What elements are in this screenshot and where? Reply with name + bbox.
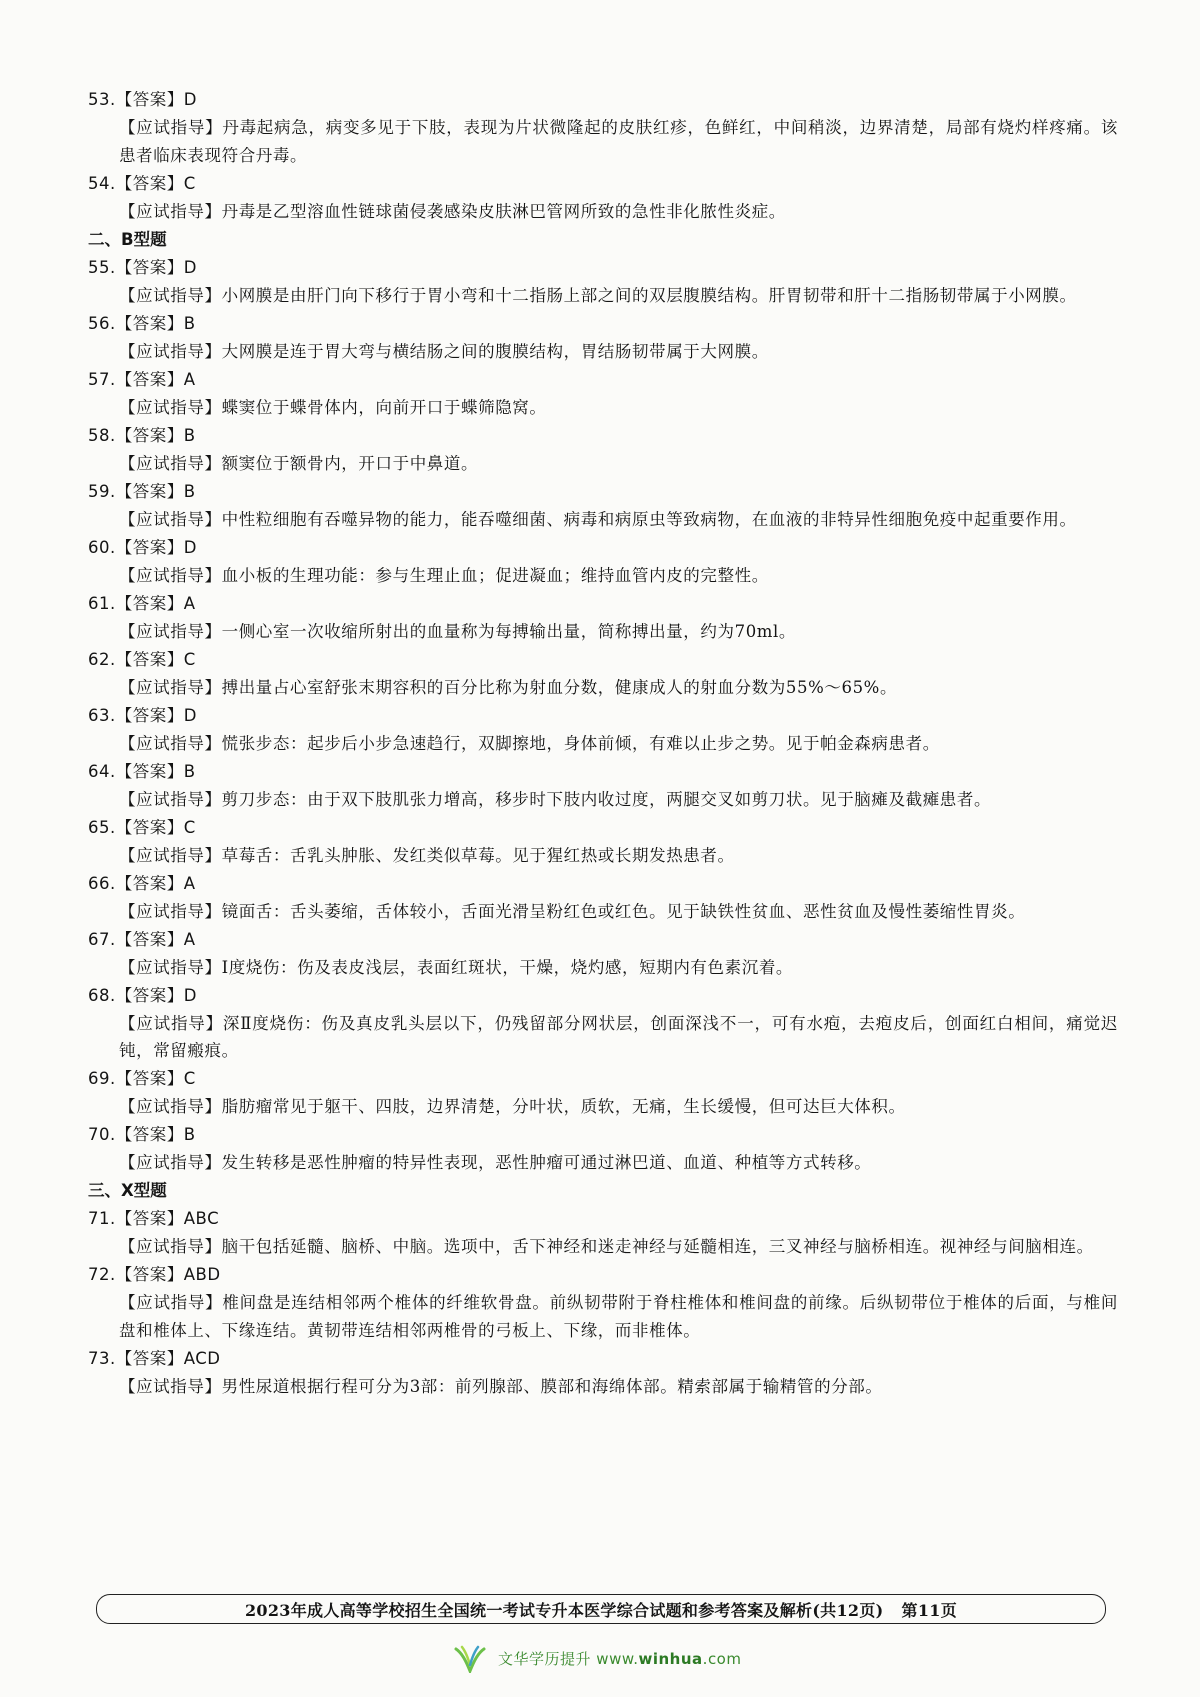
answer-line (88, 254, 1118, 282)
entries-b (88, 254, 1118, 1177)
answer-label: 【答案】 (115, 481, 184, 501)
guide-text: 镜面舌：舌头萎缩，舌体较小，舌面光滑呈粉红色或红色。见于缺铁性贫血、恶性贫血及慢性萎缩性胃炎。 (221, 901, 1026, 921)
answer-line (88, 534, 1118, 562)
answer-entry (88, 1261, 1118, 1344)
guide-label: 【应试指导】 (119, 677, 222, 697)
question-number: 57. (88, 369, 116, 389)
answer-line (88, 814, 1118, 842)
guide-paragraph (88, 1149, 1118, 1177)
question-number: 62. (88, 649, 116, 669)
answer-line (88, 1261, 1118, 1289)
guide-text: 中性粒细胞有吞噬异物的能力，能吞噬细菌、病毒和病原虫等致病物，在血液的非特异性细胞免疫中起重要作用。 (221, 509, 1077, 529)
answer-value: B (183, 425, 196, 445)
answer-line (88, 758, 1118, 786)
answer-entry (88, 646, 1118, 702)
answer-entry (88, 1121, 1118, 1177)
answer-entry (88, 1205, 1118, 1261)
answer-page (88, 86, 1118, 1401)
guide-label: 【应试指导】 (119, 509, 222, 529)
guide-text: 丹毒起病急，病变多见于下肢，表现为片状微隆起的皮肤红疹，色鲜红，中间稍淡，边界清楚，局部有烧灼样疼痛。该患者临床表现符合丹毒。 (119, 118, 1118, 165)
guide-text: Ⅰ度烧伤：伤及表皮浅层，表面红斑状，干燥，烧灼感，短期内有色素沉着。 (221, 957, 794, 977)
guide-text: 脂肪瘤常见于躯干、四肢，边界清楚，分叶状，质软，无痛，生长缓慢，但可达巨大体积。 (221, 1097, 906, 1116)
answer-label: 【答案】 (115, 761, 184, 781)
question-number: 66. (88, 873, 116, 893)
question-number: 55. (88, 257, 116, 277)
guide-label: 【应试指导】 (119, 453, 222, 473)
answer-entry (88, 870, 1118, 926)
answer-label: 【答案】 (115, 257, 184, 277)
answer-line (88, 366, 1118, 394)
question-number: 59. (88, 481, 116, 501)
answer-value: C (183, 817, 196, 837)
answer-entry (88, 170, 1118, 226)
guide-paragraph (88, 674, 1118, 702)
answer-line (88, 86, 1118, 114)
answer-label: 【答案】 (115, 369, 184, 389)
footer-title: 2023年成人高等学校招生全国统一考试专升本医学综合试题和参考答案及解析(共12页) (244, 1600, 884, 1620)
guide-label: 【应试指导】 (119, 901, 222, 921)
question-number: 69. (88, 1069, 116, 1088)
answer-value: D (183, 90, 197, 109)
answer-entry (88, 86, 1118, 169)
guide-paragraph (88, 786, 1118, 814)
answer-value: D (183, 257, 197, 277)
answer-value: C (183, 173, 196, 193)
answer-label: 【答案】 (115, 173, 184, 193)
guide-text: 一侧心室一次收缩所射出的血量称为每搏输出量，简称搏出量，约为70ml。 (221, 621, 797, 641)
answer-line (88, 870, 1118, 898)
answer-line (88, 1065, 1118, 1093)
answer-line (88, 1345, 1118, 1373)
guide-paragraph (88, 282, 1118, 310)
guide-paragraph (88, 1373, 1118, 1401)
guide-label: 【应试指导】 (119, 957, 222, 977)
answer-value: ABC (183, 1209, 220, 1228)
answer-label: 【答案】 (115, 425, 184, 445)
answer-value: B (183, 1125, 196, 1144)
answer-entry (88, 982, 1118, 1065)
answer-label: 【答案】 (115, 985, 184, 1005)
answer-label: 【答案】 (115, 1348, 184, 1368)
question-number: 70. (88, 1125, 116, 1144)
answer-value: D (183, 705, 197, 725)
answer-line (88, 982, 1118, 1010)
guide-text: 深Ⅱ度烧伤：伤及真皮乳头层以下，仍残留部分网状层，创面深浅不一，可有水疱，去疱皮后，创面红白相间，痛觉迟钝，常留瘢痕。 (119, 1013, 1118, 1060)
answer-line (88, 170, 1118, 198)
watermark-site-name: winhua (638, 1649, 703, 1668)
answer-label: 【答案】 (115, 90, 184, 109)
answer-entry (88, 590, 1118, 646)
guide-text: 小网膜是由肝门向下移行于胃小弯和十二指肠上部之间的双层腹膜结构。肝胃韧带和肝十二指肠韧带属于小网膜。 (221, 285, 1077, 305)
guide-paragraph (88, 450, 1118, 478)
question-number: 58. (88, 425, 116, 445)
guide-text: 草莓舌：舌乳头肿胀、发红类似草莓。见于猩红热或长期发热患者。 (221, 845, 735, 865)
question-number: 71. (88, 1209, 116, 1228)
question-number: 67. (88, 929, 116, 949)
guide-label: 【应试指导】 (119, 789, 222, 809)
question-number: 68. (88, 985, 116, 1005)
watermark (452, 1643, 741, 1673)
answer-entry (88, 422, 1118, 478)
guide-paragraph (88, 618, 1118, 646)
guide-label: 【应试指导】 (119, 341, 222, 361)
answer-label: 【答案】 (115, 705, 184, 725)
guide-paragraph (88, 1010, 1118, 1065)
guide-paragraph (88, 114, 1118, 169)
answer-value: C (183, 1069, 196, 1088)
answer-value: A (183, 873, 196, 893)
question-number: 60. (88, 537, 116, 557)
answer-line (88, 646, 1118, 674)
guide-label: 【应试指导】 (119, 1376, 222, 1396)
answer-value: A (183, 929, 196, 949)
answer-value: B (183, 761, 196, 781)
answer-line (88, 478, 1118, 506)
answer-label: 【答案】 (115, 537, 184, 557)
guide-text: 血小板的生理功能：参与生理止血；促进凝血；维持血管内皮的完整性。 (221, 565, 769, 585)
answer-line (88, 702, 1118, 730)
answer-label: 【答案】 (115, 929, 184, 949)
guide-paragraph (88, 1233, 1118, 1261)
answer-line (88, 1121, 1118, 1149)
answer-value: B (183, 481, 196, 501)
guide-label: 【应试指导】 (119, 845, 222, 865)
guide-text: 丹毒是乙型溶血性链球菌侵袭感染皮肤淋巴管网所致的急性非化脓性炎症。 (221, 201, 786, 221)
answer-value: C (183, 649, 196, 669)
guide-label: 【应试指导】 (119, 733, 222, 753)
section-heading-b: 二、B型题 (88, 229, 167, 249)
answer-label: 【答案】 (115, 313, 184, 333)
guide-label: 【应试指导】 (119, 201, 222, 221)
question-number: 56. (88, 313, 116, 333)
answer-line (88, 1205, 1118, 1233)
leaf-logo-icon (452, 1643, 488, 1673)
entries-x (88, 1205, 1118, 1400)
answer-label: 【答案】 (115, 1209, 184, 1228)
watermark-site-suffix: .com (702, 1649, 742, 1668)
guide-text: 大网膜是连于胃大弯与横结肠之间的腹膜结构，胃结肠韧带属于大网膜。 (221, 341, 769, 361)
guide-text: 蝶窦位于蝶骨体内，向前开口于蝶筛隐窝。 (221, 397, 547, 417)
guide-paragraph (88, 562, 1118, 590)
guide-label: 【应试指导】 (119, 621, 222, 641)
answer-entry (88, 758, 1118, 814)
guide-label: 【应试指导】 (119, 285, 222, 305)
answer-value: A (183, 593, 196, 613)
page-footer (96, 1594, 1106, 1624)
answer-label: 【答案】 (115, 649, 184, 669)
question-number: 61. (88, 593, 116, 613)
answer-line (88, 590, 1118, 618)
answer-entry (88, 1065, 1118, 1121)
guide-paragraph (88, 1289, 1118, 1344)
answer-entry (88, 478, 1118, 534)
guide-label: 【应试指导】 (119, 397, 222, 417)
watermark-brand: 文华学历提升 (498, 1649, 592, 1668)
answer-entry (88, 814, 1118, 870)
watermark-text (498, 1648, 741, 1669)
guide-label: 【应试指导】 (119, 1153, 222, 1172)
answer-entry (88, 534, 1118, 590)
answer-value: D (183, 985, 197, 1005)
answer-label: 【答案】 (115, 1265, 184, 1284)
answer-entry (88, 254, 1118, 310)
guide-paragraph (88, 898, 1118, 926)
guide-text: 男性尿道根据行程可分为3部：前列腺部、膜部和海绵体部。精索部属于输精管的分部。 (221, 1376, 883, 1396)
answer-line (88, 926, 1118, 954)
guide-text: 发生转移是恶性肿瘤的特异性表现，恶性肿瘤可通过淋巴道、血道、种植等方式转移。 (221, 1153, 872, 1172)
guide-label: 【应试指导】 (119, 1237, 222, 1256)
guide-text: 额窦位于额骨内，开口于中鼻道。 (221, 453, 479, 473)
footer-page-number: 第11页 (901, 1600, 957, 1620)
answer-entry (88, 926, 1118, 982)
guide-paragraph (88, 842, 1118, 870)
answer-value: ACD (183, 1348, 221, 1368)
answer-label: 【答案】 (115, 873, 184, 893)
question-number: 54. (88, 173, 116, 193)
guide-paragraph (88, 394, 1118, 422)
answer-entry (88, 1345, 1118, 1401)
guide-paragraph (88, 1093, 1118, 1121)
answer-label: 【答案】 (115, 817, 184, 837)
question-number: 63. (88, 705, 116, 725)
answer-value: D (183, 537, 197, 557)
answer-entry (88, 366, 1118, 422)
guide-label: 【应试指导】 (119, 1013, 223, 1033)
answer-value: B (183, 313, 196, 333)
guide-paragraph (88, 954, 1118, 982)
answer-line (88, 310, 1118, 338)
guide-label: 【应试指导】 (119, 565, 222, 585)
answer-entry (88, 702, 1118, 758)
guide-paragraph (88, 730, 1118, 758)
question-number: 64. (88, 761, 116, 781)
question-number: 73. (88, 1348, 116, 1368)
answer-value: ABD (183, 1265, 221, 1284)
answer-value: A (183, 369, 196, 389)
answer-label: 【答案】 (115, 1069, 184, 1088)
entries-before (88, 86, 1118, 225)
guide-text: 搏出量占心室舒张末期容积的百分比称为射血分数，健康成人的射血分数为55%～65%。 (221, 677, 898, 697)
answer-label: 【答案】 (115, 1125, 184, 1144)
answer-label: 【答案】 (115, 593, 184, 613)
question-number: 65. (88, 817, 116, 837)
guide-label: 【应试指导】 (119, 1097, 222, 1116)
guide-paragraph (88, 338, 1118, 366)
question-number: 53. (88, 90, 116, 109)
guide-paragraph (88, 506, 1118, 534)
guide-text: 脑干包括延髓、脑桥、中脑。选项中，舌下神经和迷走神经与延髓相连，三叉神经与脑桥相连。视神经与间脑相连。 (221, 1237, 1094, 1256)
guide-text: 椎间盘是连结相邻两个椎体的纤维软骨盘。前纵韧带附于脊柱椎体和椎间盘的前缘。后纵韧带位于椎体的后面，与椎间盘和椎体上、下缘连结。黄韧带连结相邻两椎骨的弓板上、下缘，而非椎体。 (119, 1293, 1118, 1340)
guide-paragraph (88, 198, 1118, 226)
guide-text: 剪刀步态：由于双下肢肌张力增高，移步时下肢内收过度，两腿交叉如剪刀状。见于脑瘫及截瘫患者。 (221, 789, 992, 809)
guide-label: 【应试指导】 (119, 1293, 223, 1312)
section-heading-x: 三、X型题 (88, 1181, 167, 1200)
guide-label: 【应试指导】 (119, 118, 223, 137)
question-number: 72. (88, 1265, 116, 1284)
answer-entry (88, 310, 1118, 366)
answer-line (88, 422, 1118, 450)
watermark-site-prefix: www. (596, 1649, 639, 1668)
guide-text: 慌张步态：起步后小步急速趋行，双脚擦地，身体前倾，有难以止步之势。见于帕金森病患者。 (221, 733, 940, 753)
